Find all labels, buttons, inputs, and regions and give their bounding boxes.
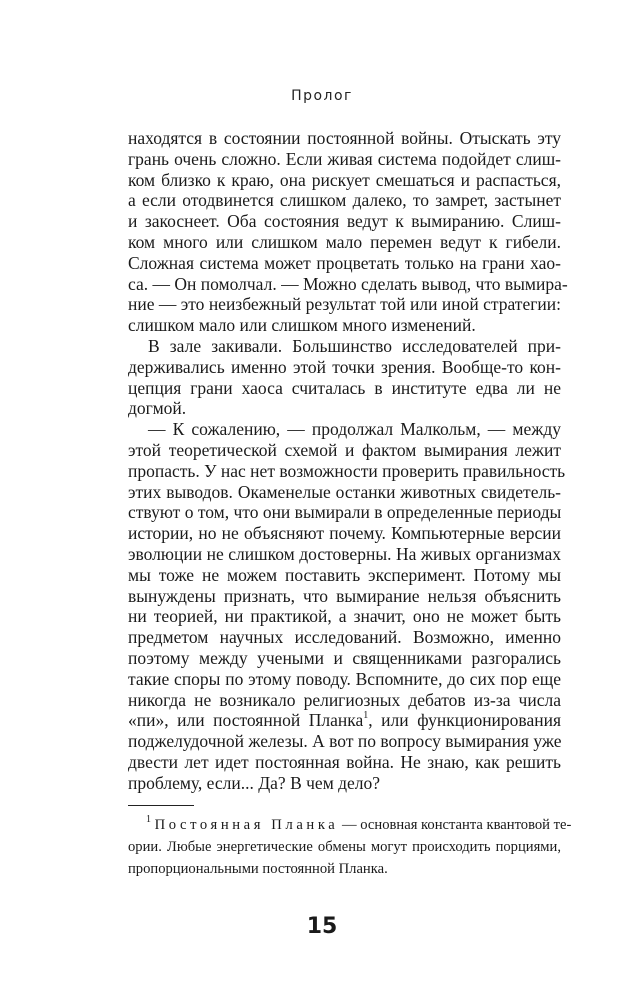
text-line-content: и закоснеет. Оба состояния ведут к вымиранию. Слиш- [128,211,561,232]
text-line [128,378,561,399]
text-line-content: держивались именно этой точки зрения. Вообще-то кон- [128,356,561,377]
text-line [128,315,561,336]
text-line [128,232,561,253]
text-line-content: В зале закивали. Большинство исследователей при- [148,335,561,356]
text-line-content: вынуждены признать, что вымирание нельзя объяснить [128,585,561,606]
footnote-reference[interactable]: 1 [363,710,369,722]
text-line-content: такие споры по этому поводу. Вспомните, до сих пор еще [128,668,561,689]
text-line [128,731,561,752]
text-line [128,460,566,482]
text-line [128,627,561,648]
text-line-content: этих выводов. Окаменелые останки животных свидетель- [128,481,561,502]
text-line [128,190,561,211]
text-line [128,523,561,544]
text-line-content: слишком мало или слишком много изменений. [128,315,476,336]
text-line-content: ние — это неизбежный результат той или иной стратегии: [128,294,561,315]
text-line [128,440,561,461]
running-header: Пролог [291,88,353,104]
text-line-content: проблему, если... Да? В чем дело? [128,772,381,793]
text-line-content: предметом научных исследований. Возможно, именно [128,627,561,648]
page-number: 15 [306,914,338,939]
text-line [128,482,561,503]
text-line [128,752,561,773]
text-line [128,502,561,523]
text-line-content: мы тоже не можем поставить эксперимент. Потому мы [128,564,561,585]
text-line [128,586,561,607]
text-line [128,606,561,627]
text-line-content: грань очень сложно. Если живая система подойдет слиш- [128,148,561,169]
text-line-content: ни теорией, ни практикой, а значит, оно не может быть [128,606,561,627]
text-line-content: этой теоретической схемой и фактом вымирания лежит [128,439,561,460]
text-line-content: ком близко к краю, она рискует смешаться и распасться, [128,169,561,190]
text-line-content: а если отодвинется слишком далеко, то замрет, застынет [128,190,561,211]
text-line-content: ком много или слишком мало перемен ведут к гибели. [128,231,561,252]
text-line-content: «пи», или постоянной Планка [128,710,364,731]
text-line-content: поэтому между учеными и священниками разгорались [128,647,561,668]
text-line [128,419,561,440]
text-line [128,398,561,419]
text-line [128,357,561,378]
text-line [128,648,561,669]
text-line [128,669,561,690]
text-line [128,149,561,170]
text-line-continuation: , или функционирования [368,710,562,731]
text-line-content: — К сожалению, — продолжал Малкольм, — между [148,419,561,440]
text-line [128,294,561,315]
text-line [128,211,561,232]
text-line [128,336,561,357]
text-line [128,273,568,295]
footnote-line: ории. Любые энергетические обмены могут происходить порциями, [128,839,561,855]
text-line-content: никогда не возникало религиозных дебатов из-за числа [128,689,561,710]
text-line-content: догмой. [128,398,187,419]
text-line-content: истории, но не объясняют почему. Компьютерные версии [128,523,561,544]
text-line-content: Сложная система может процветать только на грани хао- [128,252,561,273]
text-line-content: эволюции не слишком достоверны. На живых организмах [128,543,561,564]
text-line [128,773,561,794]
text-line [128,128,561,149]
text-line [128,710,561,731]
text-line-content: находятся в состоянии постоянной войны. Отыскать эту [128,128,561,148]
footnote [128,814,572,880]
text-line-content: пропасть. У нас нет возможности проверить правильность [128,460,566,481]
text-line-content: са. — Он помолчал. — Можно сделать вывод, что вымира- [128,273,568,294]
footnote-text: — основная константа квантовой те- [338,817,572,833]
text-line [128,253,561,274]
text-line-content: поджелудочной железы. А вот по вопросу вымирания уже [128,731,562,752]
footnote-line: пропорциональными постоянной Планка. [128,861,388,877]
text-line [128,690,561,711]
text-line [128,170,561,191]
footnote-line [128,814,572,836]
footnote-divider [128,805,194,806]
footnote-term: Постоянная Планка [154,817,339,833]
body-text [128,128,568,794]
text-line-content: цепция грани хаоса считалась в институте едва ли не [128,377,561,398]
text-line-content: ствуют о том, что они вымирали в определенные периоды [128,502,562,523]
footnote-marker: 1 [146,814,151,825]
text-line-content: двести лет идет постоянная война. Не знаю, как решить [128,751,561,772]
text-line [128,544,561,565]
text-line [128,565,561,586]
